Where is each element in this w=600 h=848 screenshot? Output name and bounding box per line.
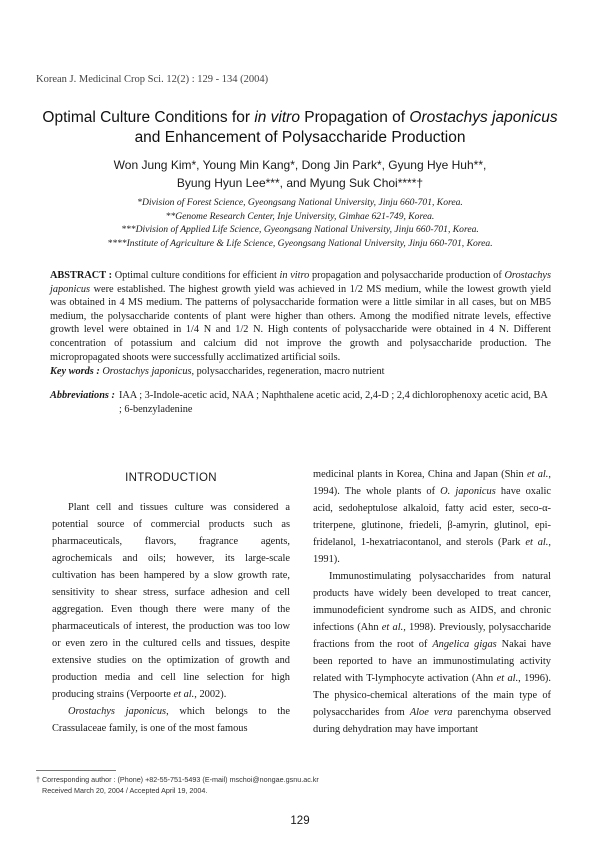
journal-citation: Korean J. Medicinal Crop Sci. 12(2) : 129 - 134 (2004) [36, 74, 269, 85]
title-part-3: and Enhancement of Polysaccharide Production [134, 129, 466, 146]
abbreviations [50, 389, 551, 417]
right-p2-etal: et al. [381, 622, 404, 633]
right-column [313, 466, 551, 738]
footnote [36, 774, 319, 796]
title-part-1: Optimal Culture Conditions for [42, 109, 255, 126]
introduction-heading: INTRODUCTION [125, 472, 217, 484]
right-p1-etal-2: et al. [525, 537, 549, 548]
author-line-2: Byung Hyun Lee***, and Myung Suk Choi****† [176, 176, 424, 190]
right-p2-etal-2: et al. [496, 673, 519, 684]
right-p1-c: have oxalic acid, sedoheptulose alkaloid, fatty acid ester, seco-α-triterpene, glutinone, friedeli, β-amyrin, glutinol, epi-fridelanol, 1-hexatriacontanol, and sterols (Park [313, 486, 551, 548]
affiliation-3: ***Division of Applied Life Science, Gyeongsang National University, Jinju 660-701, Korea. [121, 224, 479, 235]
title-part-2: Propagation of [299, 109, 410, 126]
abstract-label: ABSTRACT : [50, 270, 113, 281]
right-paragraph-2 [313, 568, 551, 738]
right-paragraph-1 [313, 466, 551, 568]
right-p2-italic-2: Aloe vera [409, 707, 453, 718]
author-list [60, 156, 540, 192]
paper-title [40, 108, 560, 148]
intro-paragraph-2 [52, 703, 290, 737]
keywords-italic: Orostachys japonicus [102, 366, 192, 377]
affiliation-2: **Genome Research Center, Inje University, Gimhae 621-749, Korea. [165, 210, 435, 222]
title-italic-1: in vitro [254, 109, 300, 126]
keywords-rest: , polysaccharides, regeneration, macro nutrient [191, 366, 385, 377]
abstract-italic-1: in vitro [279, 270, 310, 281]
abbreviations-text: IAA ; 3-Indole-acetic acid, NAA ; Naphthalene acetic acid, 2,4-D ; 2,4 dichlorophenoxy acetic acid, BA ; 6-benzyladenine [118, 390, 548, 415]
affiliation-1: *Division of Forest Science, Gyeongsang National University, Jinju 660-701, Korea. [137, 197, 463, 208]
right-p2-a: Immunostimulating polysaccharides from natural products have widely been developed to treat cancer, immunodeficient syndrome such as AIDS, and chronic infections (Ahn [313, 571, 551, 633]
abstract-text-1: Optimal culture conditions for efficient [112, 270, 280, 281]
right-p1-italic: O. japonicus [440, 486, 496, 497]
intro-p2-italic: Orostachys japonicus [68, 706, 167, 717]
affiliation-list [60, 196, 540, 250]
left-column [52, 470, 290, 737]
right-p2-c: Nakai have been reported to have an immunostimulating activity related with T-lymphocyte activation (Ahn [313, 639, 551, 684]
intro-paragraph-1 [52, 499, 290, 703]
abstract-text-2: propagation and polysaccharide production of [309, 270, 505, 281]
footnote-corresponding: † Corresponding author : (Phone) +82-55-751-5493 (E-mail) mschoi@nongae.gsnu.ac.kr [36, 775, 319, 784]
abstract-italic-2: Orostachys japonicus [50, 270, 551, 295]
intro-p1-text: Plant cell and tissues culture was considered a potential source of commercial products such as pharmaceuticals, flavors, fragrance agents, agrochemicals and oils; however, its large-scale cultivation has been hampered by a slow growth rate, sensitivity to shear stress, surface adhesion and cell aggregation. Even though there were many of the pharmaceuticals of interest, the production was too low or even zero in the cultured cells and tissues, despite extensive studies on the optimization of growth and production media and cell line selection for high producing strains (Verpoorte [52, 502, 290, 700]
author-line-1: Won Jung Kim*, Young Min Kang*, Dong Jin Park*, Gyung Hye Huh**, [113, 158, 487, 172]
page-number: 129 [290, 815, 310, 827]
intro-p2-text: , which belongs to the Crassulaceae family, is one of the most famous [52, 706, 290, 734]
right-p1-etal: et al. [526, 469, 549, 480]
right-p2-e: parenchyma observed during dehydration may have important [313, 707, 551, 735]
right-p2-d: , 1996). The physico-chemical alterations of the main type of polysaccharides from [313, 673, 551, 718]
right-p1-a: medicinal plants in Korea, China and Japan (Shin [313, 469, 527, 480]
abstract [50, 269, 551, 364]
affiliation-4: ****Institute of Agriculture & Life Science, Gyeongsang National University, Jinju 660-701, Korea. [107, 237, 493, 249]
title-italic-2: Orostachys japonicus [409, 109, 558, 126]
footnote-divider [36, 770, 116, 771]
right-p1-b: , 1994). The whole plants of [313, 469, 551, 497]
keywords [50, 366, 551, 377]
intro-p1-etal: et al. [173, 689, 195, 700]
right-p2-b: , 1998). Previously, polysaccharide fractions from the root of [313, 622, 551, 650]
right-p1-d: , 1991). [313, 537, 551, 565]
right-p2-italic: Angelica gigas [432, 639, 497, 650]
intro-p1-end: , 2002). [194, 689, 227, 700]
footnote-received: Received March 20, 2004 / Accepted April 19, 2004. [42, 786, 208, 795]
keywords-label: Key words : [50, 366, 100, 377]
abbreviations-label: Abbreviations : [50, 390, 115, 401]
abstract-text-3: were established. The highest growth yield was achieved in 1/2 MS medium, while the lowest growth yield was obtained in 4 MS medium. The patterns of polysaccharide formation were a little similar in all cases, but on MB5 medium, the polysaccharide contents of plant were higher than others. Among the modified nitrate levels, effective growth level were obtained in 1/4 N and 1/2 N. High contents of polysaccharide were obtained in 4 N. Different concentration of potassium and calcium did not improve the growth and polysaccharide production. The micropropagated shoots were successfully acclimatized artificial soils. [50, 283, 551, 363]
